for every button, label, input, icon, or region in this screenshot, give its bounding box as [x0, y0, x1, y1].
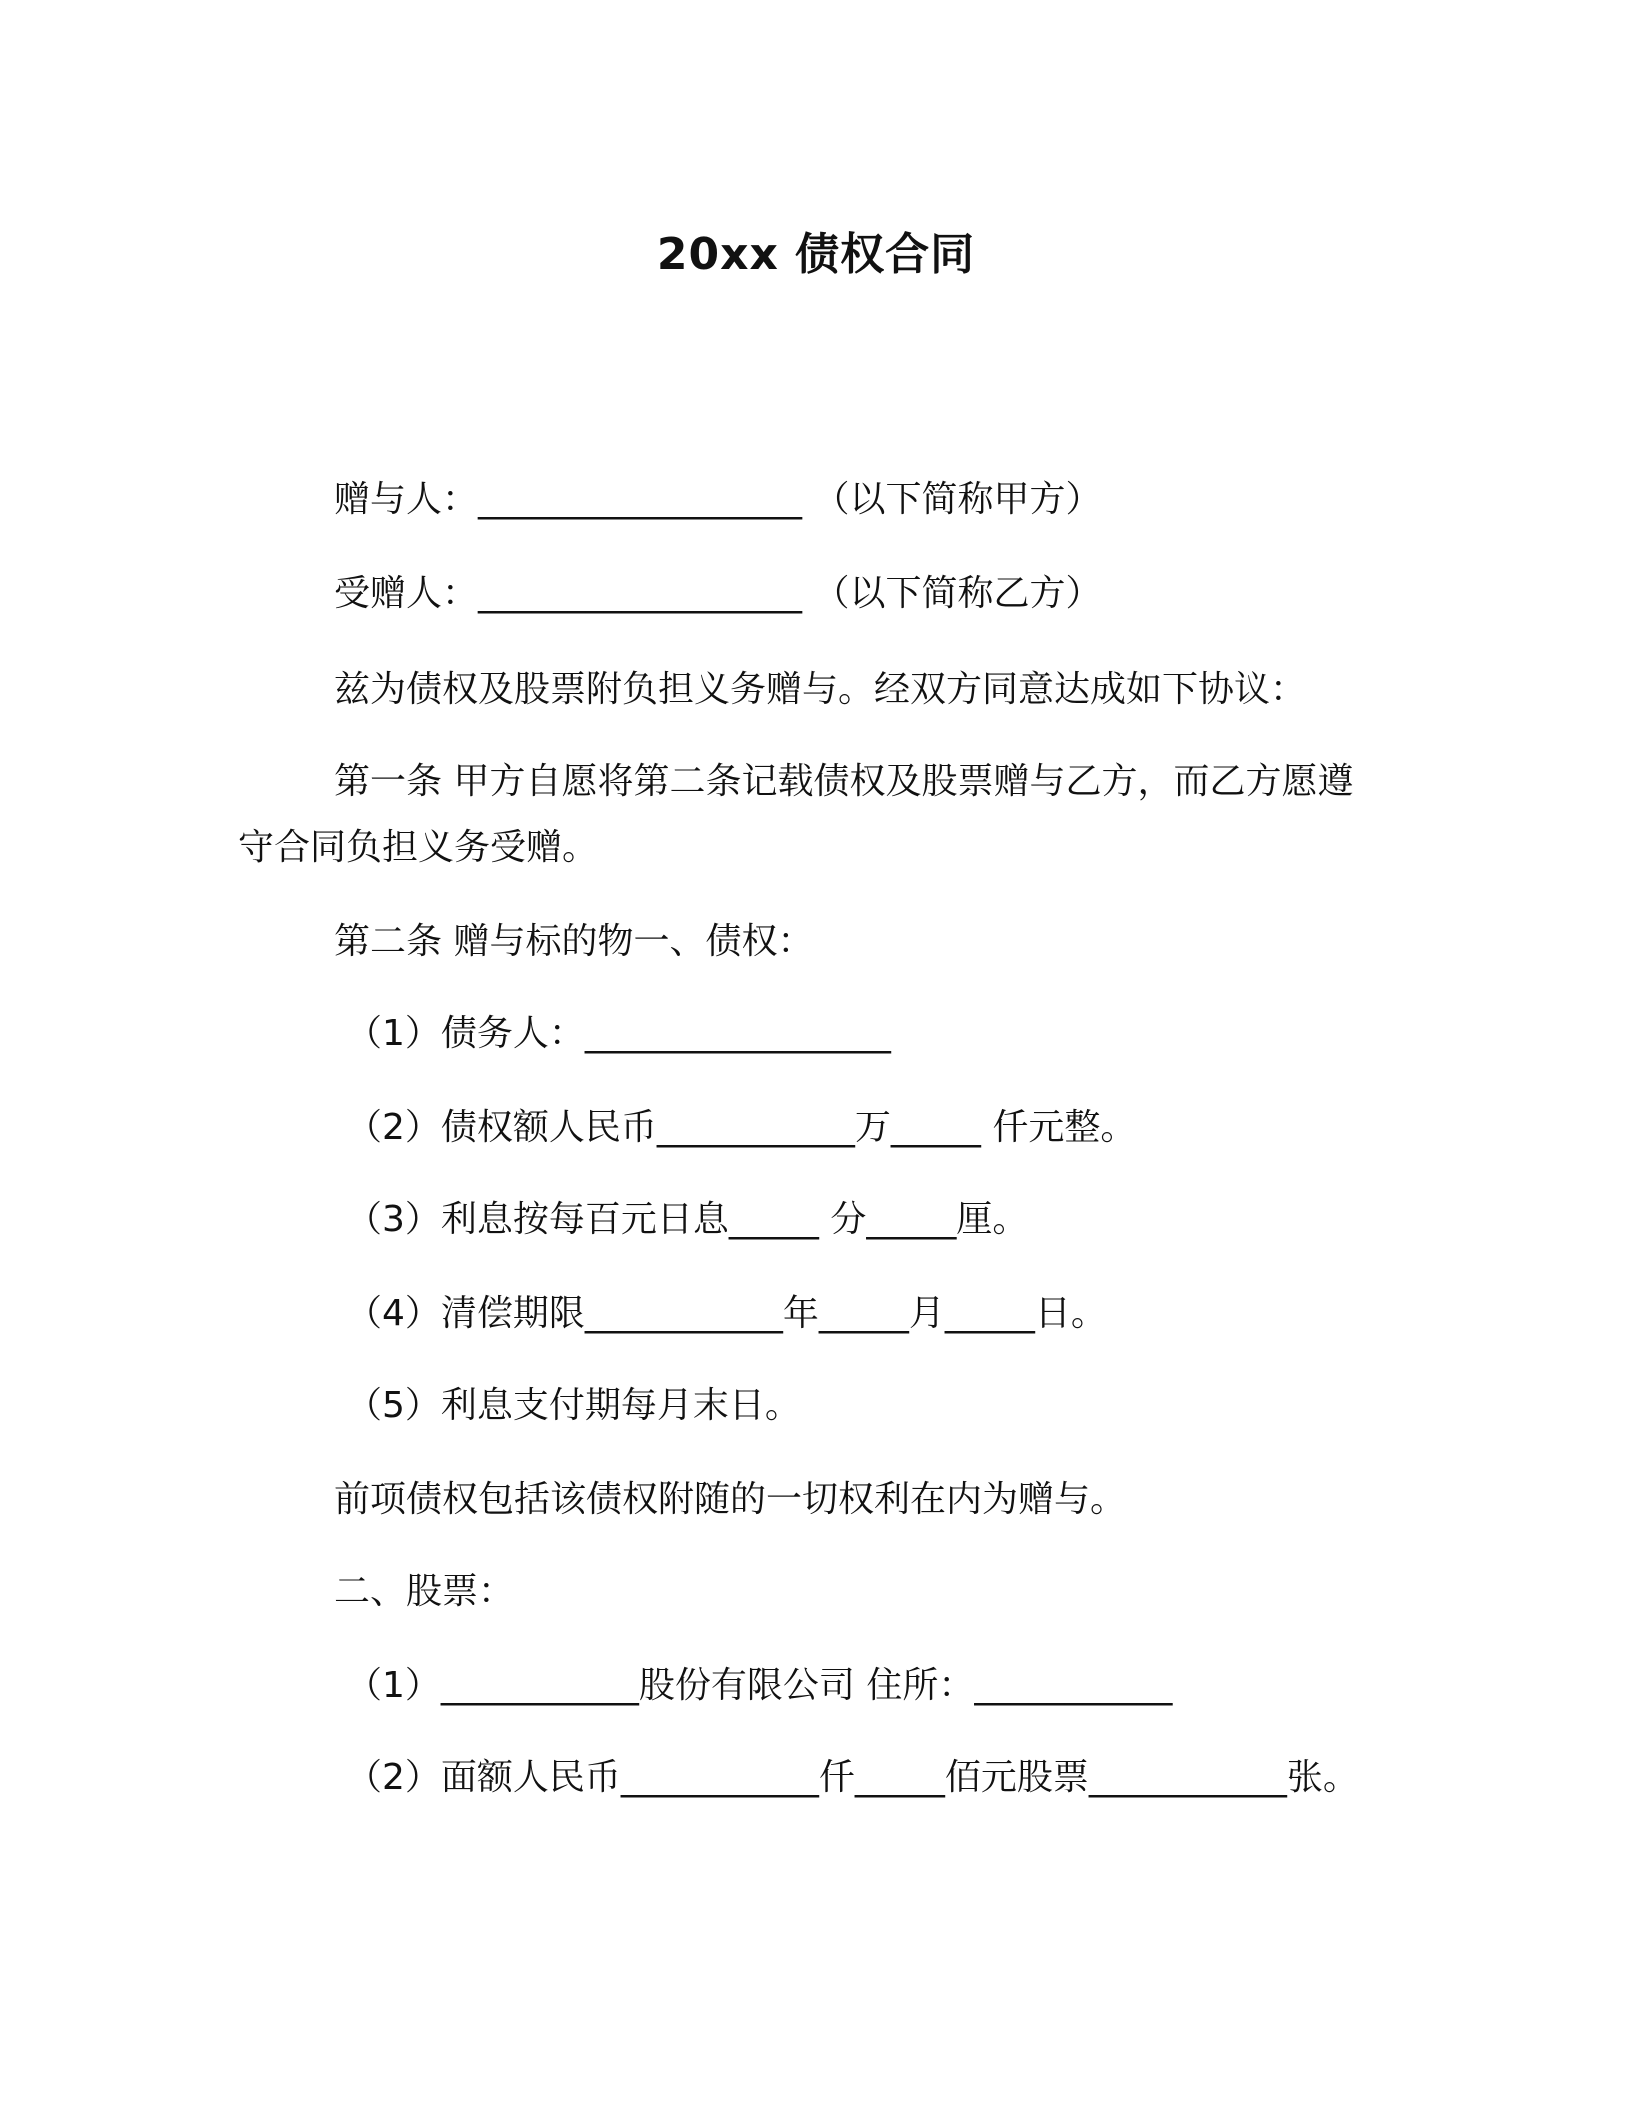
stock-item: （2）面额人民币___________仟_____佰元股票___________张。 — [346, 1757, 1359, 1798]
debt-item: （4）清偿期限___________年_____月_____日。 — [346, 1293, 1107, 1334]
stock-heading: 二、股票： — [334, 1571, 515, 1612]
debt-item: （3）利息按每百元日息_____ 分_____厘。 — [346, 1199, 1029, 1240]
debt-note: 前项债权包括该债权附随的一切权利在内为赠与。 — [334, 1479, 1127, 1520]
article1-line1: 第一条 甲方自愿将第二条记载债权及股票赠与乙方，而乙方愿遵 — [334, 761, 1354, 802]
document-title: 20xx 债权合同 — [656, 229, 976, 280]
intro-paragraph: 兹为债权及股票附负担义务赠与。经双方同意达成如下协议： — [334, 669, 1307, 710]
article2-heading: 第二条 赠与标的物一、债权： — [334, 921, 814, 962]
donee-line: 受赠人：__________________ （以下简称乙方） — [334, 573, 1102, 614]
article1-line2: 守合同负担义务受赠。 — [238, 827, 599, 868]
debt-item: （5）利息支付期每月末日。 — [346, 1385, 801, 1426]
debt-item: （2）债权额人民币___________万_____ 仟元整。 — [346, 1107, 1137, 1148]
stock-item: （1）___________股份有限公司 住所：___________ — [346, 1665, 1173, 1706]
debt-item: （1）债务人：_________________ — [346, 1013, 891, 1054]
donor-line: 赠与人：__________________ （以下简称甲方） — [334, 479, 1102, 520]
